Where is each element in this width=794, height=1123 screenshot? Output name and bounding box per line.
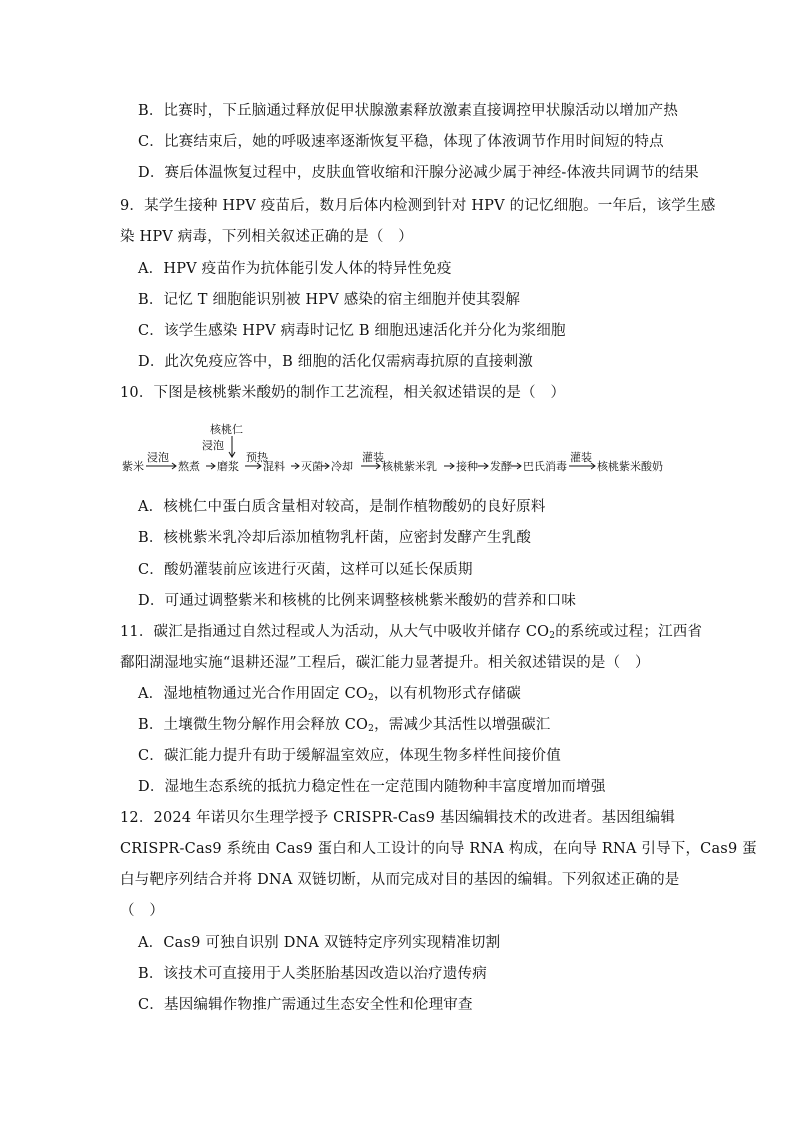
diagram-step-8: 接种	[456, 460, 478, 473]
q12-stem-line1: 12．2024 年诺贝尔生理学授予 CRISPR-Cas9 基因编辑技术的改进者。基因组编辑	[120, 810, 676, 826]
diagram-step-9: 发酵	[490, 460, 512, 473]
q9-option-c: C．该学生感染 HPV 病毒时记忆 B 细胞迅速活化并分化为浆细胞	[138, 323, 566, 339]
diagram-step-10: 巴氏消毒	[523, 460, 567, 473]
diagram-arrow-label-10: 灌装	[570, 451, 592, 464]
process-flow-diagram	[118, 420, 678, 480]
q12-option-a: A．Cas9 可独自识别 DNA 双链特定序列实现精准切割	[138, 935, 501, 951]
q9-stem-line2: 染 HPV 病毒，下列相关叙述正确的是（ ）	[120, 229, 413, 245]
diagram-arrow-label-6: 灌装	[362, 451, 384, 464]
q10-option-a: A．核桃仁中蛋白质含量相对较高，是制作植物酸奶的良好原料	[138, 499, 546, 515]
q11-option-b-subscript: 2	[368, 724, 375, 734]
diagram-top-input-label: 浸泡	[202, 439, 224, 452]
q10-stem-line1: 10．下图是核桃紫米酸奶的制作工艺流程，相关叙述错误的是（ ）	[120, 385, 566, 401]
diagram-step-3: 磨浆	[217, 460, 239, 473]
diagram-arrow-label-1: 浸泡	[147, 451, 169, 464]
diagram-step-4: 混料	[263, 460, 285, 473]
q8-option-d: D．赛后体温恢复过程中，皮肤血管收缩和汗腺分泌减少属于神经-体液共同调节的结果	[138, 165, 699, 181]
q9-stem-line1: 9．某学生接种 HPV 疫苗后，数月后体内检测到针对 HPV 的记忆细胞。一年后，该学生感	[120, 198, 716, 214]
q12-stem-line2: CRISPR-Cas9 系统由 Cas9 蛋白和人工设计的向导 RNA 构成，在向导 RNA 引导下，Cas9 蛋	[120, 841, 757, 857]
q11-option-a-text: A．湿地植物通过光合作用固定 CO	[138, 686, 368, 702]
q11-option-b	[138, 715, 551, 739]
diagram-arrow-label-3: 预热	[246, 451, 268, 464]
q10-option-d: D．可通过调整紫米和核桃的比例来调整核桃紫米酸奶的营养和口味	[138, 593, 577, 609]
diagram-step-6: 冷却	[331, 460, 353, 473]
q11-stem-text-b: 的系统或过程；江西省	[555, 624, 703, 640]
q11-stem-text-a: 11．碳汇是指通过自然过程或人为活动，从大气中吸收并储存 CO	[120, 624, 550, 640]
q12-stem-line3: 白与靶序列结合并将 DNA 双链切断，从而完成对目的基因的编辑。下列叙述正确的是	[120, 872, 680, 888]
diagram-step-5: 灭菌	[301, 460, 323, 473]
q9-option-a: A．HPV 疫苗作为抗体能引发人体的特异性免疫	[138, 261, 452, 277]
q11-option-d: D．湿地生态系统的抵抗力稳定性在一定范围内随物种丰富度增加而增强	[138, 779, 606, 795]
q11-option-a-text-end: ，以有机物形式存储碳	[373, 686, 521, 702]
q11-option-a-subscript: 2	[367, 693, 374, 703]
q9-option-d: D．此次免疫应答中，B 细胞的活化仅需病毒抗原的直接刺激	[138, 354, 533, 370]
q12-option-c: C．基因编辑作物推广需通过生态安全性和伦理审查	[138, 997, 473, 1013]
q11-option-c: C．碳汇能力提升有助于缓解温室效应，体现生物多样性间接价值	[138, 748, 561, 764]
diagram-step-2: 熬煮	[178, 460, 200, 473]
q11-option-b-text-end: ，需减少其活性以增强碳汇	[374, 717, 551, 733]
diagram-top-input: 核桃仁	[210, 423, 243, 436]
diagram-step-11: 核桃紫米酸奶	[597, 460, 663, 473]
q11-option-a	[138, 684, 521, 708]
q11-option-b-text: B．土壤微生物分解作用会释放 CO	[138, 717, 369, 733]
q8-option-b: B．比赛时，下丘脑通过释放促甲状腺激素释放激素直接调控甲状腺活动以增加产热	[138, 103, 679, 119]
q12-option-b: B．该技术可直接用于人类胚胎基因改造以治疗遗传病	[138, 966, 487, 982]
q9-option-b: B．记忆 T 细胞能识别被 HPV 感染的宿主细胞并使其裂解	[138, 292, 521, 308]
q11-stem-line2: 鄱阳湖湿地实施“退耕还湿”工程后，碳汇能力显著提升。相关叙述错误的是（ ）	[120, 655, 650, 671]
diagram-step-7: 核桃紫米乳	[382, 460, 437, 473]
q10-option-c: C．酸奶灌装前应该进行灭菌，这样可以延长保质期	[138, 562, 473, 578]
q11-stem-line1	[120, 622, 702, 646]
q8-option-c: C．比赛结束后，她的呼吸速率逐渐恢复平稳，体现了体液调节作用时间短的特点	[138, 134, 664, 150]
diagram-steps	[122, 450, 663, 473]
q10-option-b: B．核桃紫米乳冷却后添加植物乳杆菌，应密封发酵产生乳酸	[138, 530, 532, 546]
diagram-step-1: 紫米	[122, 460, 144, 473]
q11-subscript: 2	[549, 631, 556, 641]
q12-stem-line4: （ ）	[120, 903, 165, 919]
